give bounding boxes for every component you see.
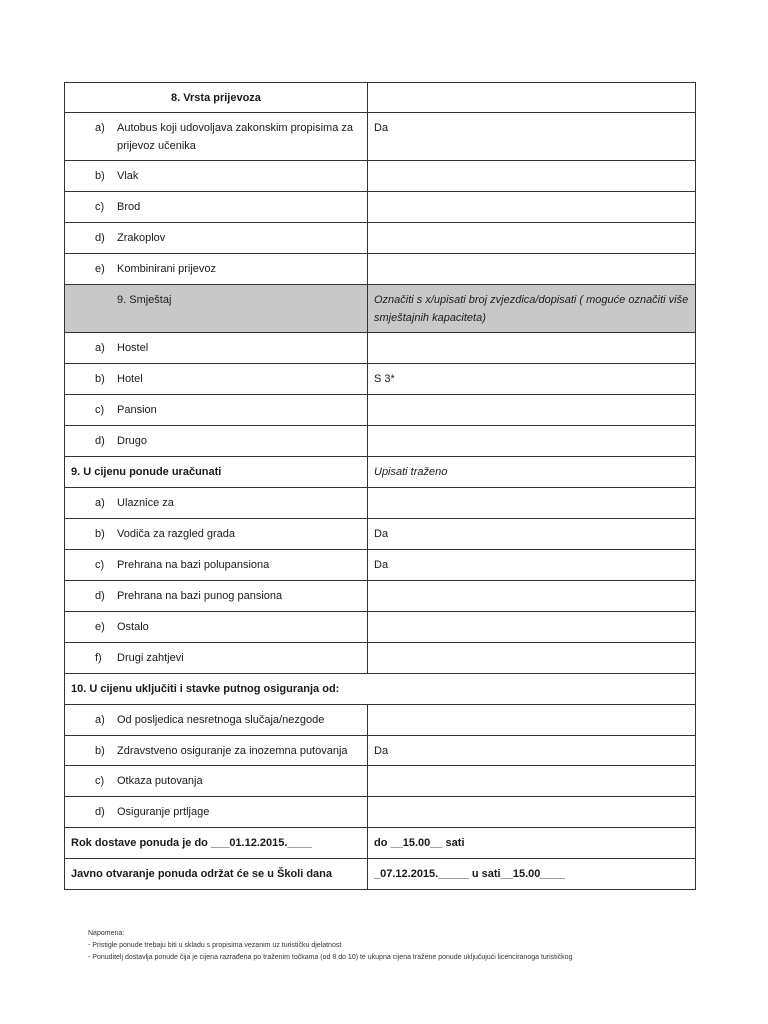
item-mark: a) xyxy=(95,342,105,354)
table-row xyxy=(65,113,696,161)
item-label: Ulaznice za xyxy=(117,497,174,509)
item-mark: d) xyxy=(95,590,105,602)
item-value: Da xyxy=(368,550,696,581)
item-mark: a) xyxy=(95,714,105,726)
deadline-time: do __15.00__ sati xyxy=(368,828,696,859)
item-value xyxy=(368,192,696,223)
item-value xyxy=(368,333,696,364)
section-9-price-header-row xyxy=(65,457,696,488)
item-value xyxy=(368,643,696,674)
item-mark: c) xyxy=(95,404,105,416)
item-value: Da xyxy=(368,113,696,161)
item-label: Autobus koji udovoljava zakonskim propisima za prijevoz učenika xyxy=(117,122,354,152)
footnote-heading: Napomena: xyxy=(88,930,125,937)
table-row xyxy=(65,333,696,364)
table-row xyxy=(65,550,696,581)
table-row xyxy=(65,192,696,223)
item-value xyxy=(368,705,696,736)
item-mark: a) xyxy=(95,497,105,509)
item-label: Kombinirani prijevoz xyxy=(117,263,217,275)
table-row xyxy=(65,736,696,766)
item-mark: f) xyxy=(95,652,102,664)
item-label: Brod xyxy=(117,201,141,213)
item-label: Od posljedica nesretnoga slučaja/nezgode xyxy=(117,714,325,726)
item-value xyxy=(368,488,696,519)
item-label: Vlak xyxy=(117,170,139,182)
item-mark: b) xyxy=(95,373,105,385)
table-row xyxy=(65,395,696,426)
item-value: S 3* xyxy=(368,364,696,395)
item-label: Vodiča za razgled grada xyxy=(117,528,236,540)
section-8-title: 8. Vrsta prijevoza xyxy=(65,83,368,113)
table-row xyxy=(65,612,696,643)
item-label: Zdravstveno osiguranje za inozemna putovanja xyxy=(117,745,348,757)
deadline-row xyxy=(65,828,696,859)
table-row xyxy=(65,223,696,254)
item-mark: a) xyxy=(95,122,105,134)
item-value: Da xyxy=(368,519,696,550)
section-9-price-title: 9. U cijenu ponude uračunati xyxy=(65,457,368,488)
footnote-line: - Ponuditelj dostavlja ponude čija je cijena razrađena po traženim točkama (od 8 do 10) te ukupna cijena tražene ponude uključujući licenciranoga turističkog xyxy=(88,954,573,961)
item-value xyxy=(368,581,696,612)
item-label: Drugi zahtjevi xyxy=(117,652,184,664)
section-9-accommodation-title: 9. Smještaj xyxy=(65,285,368,333)
item-mark: c) xyxy=(95,559,105,571)
item-mark: d) xyxy=(95,806,105,818)
item-label: Otkaza putovanja xyxy=(117,775,203,787)
item-value: Da xyxy=(368,736,696,766)
table-row xyxy=(65,797,696,828)
opening-row xyxy=(65,859,696,890)
item-label: Prehrana na bazi polupansiona xyxy=(117,559,270,571)
table-row xyxy=(65,254,696,285)
section-8-note xyxy=(368,83,696,113)
table-row xyxy=(65,705,696,736)
footnotes xyxy=(88,928,728,964)
footnote-line: - Pristigle ponude trebaju biti u skladu s propisima vezanim uz turističku djelatnost xyxy=(88,942,342,949)
item-mark: c) xyxy=(95,775,105,787)
offer-form-table xyxy=(64,82,696,890)
opening-label: Javno otvaranje ponuda održat će se u Školi dana xyxy=(65,859,368,890)
table-row xyxy=(65,581,696,612)
item-label: Hostel xyxy=(117,342,149,354)
item-value xyxy=(368,612,696,643)
item-value xyxy=(368,161,696,192)
table-row xyxy=(65,161,696,192)
table-row xyxy=(65,364,696,395)
section-10-header-row xyxy=(65,674,696,705)
table-row xyxy=(65,426,696,457)
item-value xyxy=(368,223,696,254)
item-mark: b) xyxy=(95,528,105,540)
item-label: Prehrana na bazi punog pansiona xyxy=(117,590,283,602)
item-value xyxy=(368,797,696,828)
deadline-label: Rok dostave ponuda je do ___01.12.2015.____ xyxy=(65,828,368,859)
table-row xyxy=(65,766,696,797)
table-row xyxy=(65,643,696,674)
item-label: Osiguranje prtljage xyxy=(117,806,210,818)
item-label: Drugo xyxy=(117,435,147,447)
item-mark: d) xyxy=(95,435,105,447)
item-mark: c) xyxy=(95,201,105,213)
item-label: Pansion xyxy=(117,404,157,416)
item-label: Ostalo xyxy=(117,621,149,633)
section-9-accommodation-header-row xyxy=(65,285,696,333)
opening-date-time: _07.12.2015._____ u sati__15.00____ xyxy=(368,859,696,890)
table-row xyxy=(65,488,696,519)
item-value xyxy=(368,766,696,797)
section-8-header-row xyxy=(65,83,696,113)
item-label: Zrakoplov xyxy=(117,232,166,244)
item-value xyxy=(368,395,696,426)
section-9-price-note: Upisati traženo xyxy=(368,457,696,488)
section-9-accommodation-note: Označiti s x/upisati broj zvjezdica/dopisati ( moguće označiti više smještajnih kapaciteta) xyxy=(368,285,696,333)
table-row xyxy=(65,519,696,550)
item-mark: e) xyxy=(95,263,105,275)
item-mark: d) xyxy=(95,232,105,244)
item-label: Hotel xyxy=(117,373,143,385)
offer-form-sheet xyxy=(64,82,693,890)
item-value xyxy=(368,254,696,285)
item-mark: b) xyxy=(95,170,105,182)
item-value xyxy=(368,426,696,457)
section-10-title: 10. U cijenu uključiti i stavke putnog osiguranja od: xyxy=(65,674,696,705)
item-mark: b) xyxy=(95,745,105,757)
item-mark: e) xyxy=(95,621,105,633)
